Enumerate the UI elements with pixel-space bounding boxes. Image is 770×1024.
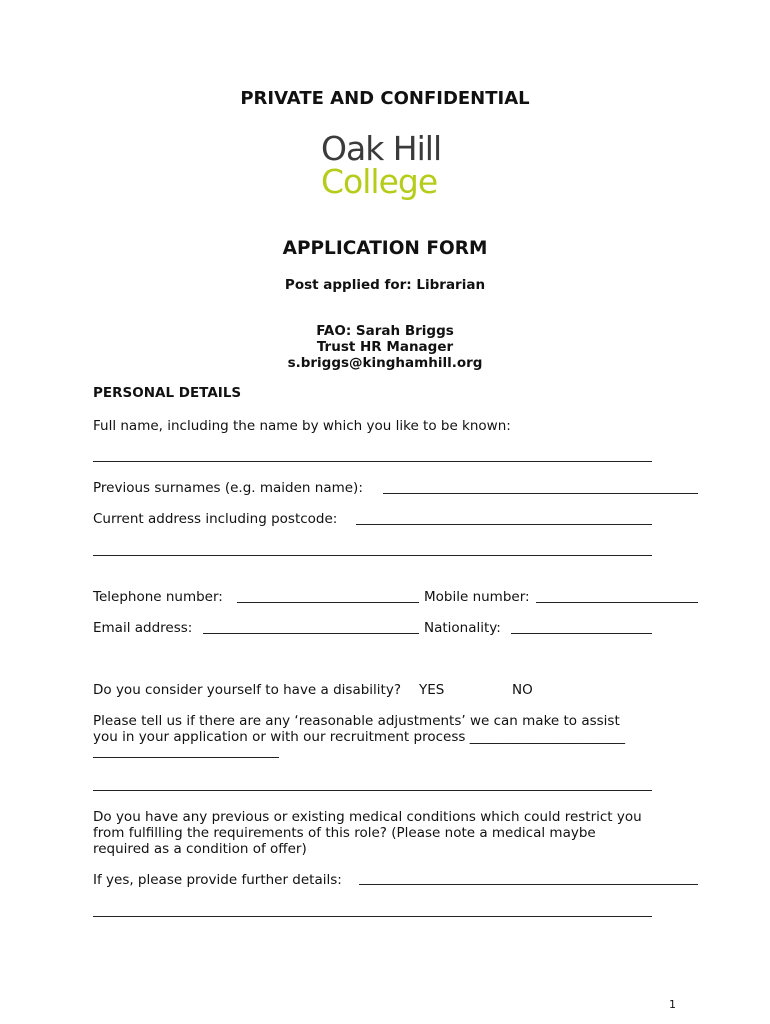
full-name-label: Full name, including the name by which you like to be known: — [93, 418, 511, 434]
adjustments-question-line-2: you in your application or with our recruitment process _______________________ — [93, 729, 625, 745]
nationality-field[interactable] — [511, 633, 652, 634]
full-name-field[interactable] — [93, 461, 652, 462]
further-details-label: If yes, please provide further details: — [93, 872, 342, 888]
medical-question-line-2: from fulfilling the requirements of this role? (Please note a medical maybe — [93, 825, 596, 841]
logo-line-college: College — [321, 162, 438, 201]
further-details-field-line-2[interactable] — [93, 916, 652, 917]
fao-name: FAO: Sarah Briggs — [316, 323, 454, 339]
previous-surnames-field[interactable] — [383, 493, 698, 494]
confidential-heading: PRIVATE AND CONFIDENTIAL — [240, 88, 530, 109]
address-label: Current address including postcode: — [93, 511, 338, 527]
telephone-field[interactable] — [237, 602, 419, 603]
medical-question-line-1: Do you have any previous or existing medical conditions which could restrict you — [93, 809, 642, 825]
address-field-line-2[interactable] — [93, 555, 652, 556]
fao-role: Trust HR Manager — [316, 339, 454, 355]
section-title-personal-details: PERSONAL DETAILS — [93, 385, 242, 401]
mobile-field[interactable] — [536, 602, 698, 603]
post-applied-for: Post applied for: Librarian — [284, 277, 486, 293]
adjustments-field-line-1[interactable] — [93, 757, 279, 758]
logo-line-oak-hill: Oak Hill — [321, 129, 442, 168]
disability-question: Do you consider yourself to have a disability? — [93, 682, 401, 698]
disability-no-option[interactable]: NO — [512, 682, 533, 698]
address-field-line-1[interactable] — [356, 524, 652, 525]
email-label: Email address: — [93, 620, 193, 636]
mobile-label: Mobile number: — [424, 589, 530, 605]
adjustments-question-line-1: Please tell us if there are any ‘reasonable adjustments’ we can make to assist — [93, 713, 620, 729]
email-field[interactable] — [203, 633, 419, 634]
adjustments-field-line-2[interactable] — [93, 790, 652, 791]
telephone-label: Telephone number: — [93, 589, 223, 605]
fao-email: s.briggs@kinghamhill.org — [287, 355, 483, 371]
further-details-field-line-1[interactable] — [359, 884, 698, 885]
page-number: 1 — [669, 998, 676, 1011]
previous-surnames-label: Previous surnames (e.g. maiden name): — [93, 480, 363, 496]
form-title: APPLICATION FORM — [282, 238, 488, 259]
nationality-label: Nationality: — [424, 620, 501, 636]
college-logo — [321, 129, 442, 201]
disability-yes-option[interactable]: YES — [419, 682, 445, 698]
medical-question-line-3: required as a condition of offer) — [93, 841, 307, 857]
